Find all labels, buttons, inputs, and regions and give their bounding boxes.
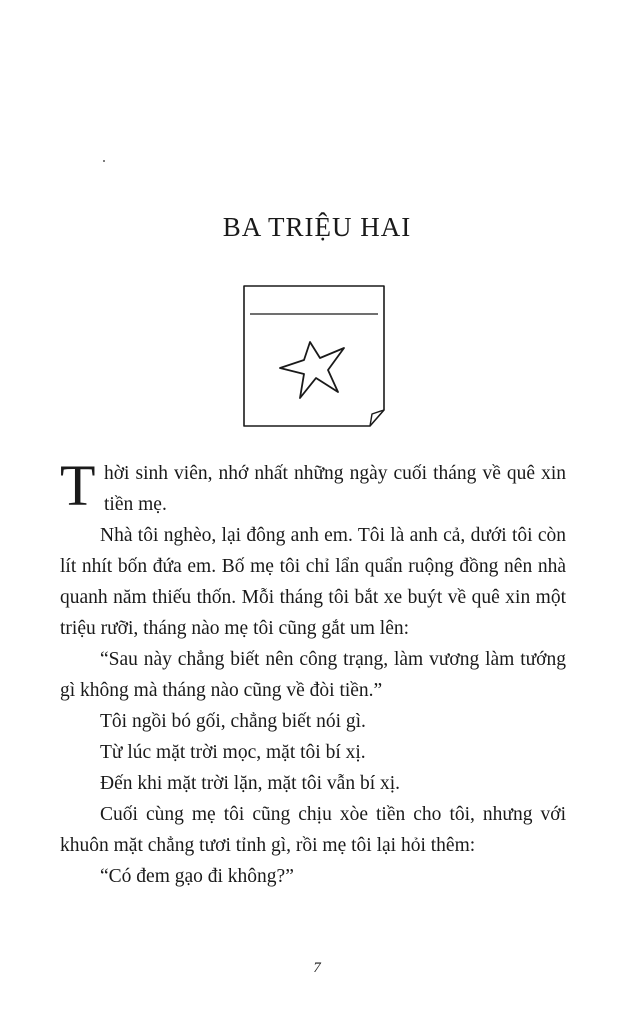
paragraph-3: “Sau này chẳng biết nên công trạng, làm vương làm tướng gì không mà tháng nào cũng về đòi tiền.” bbox=[60, 649, 566, 701]
drop-cap: T bbox=[60, 453, 96, 518]
paragraph-4: Tôi ngồi bó gối, chẳng biết nói gì. bbox=[100, 711, 366, 732]
paragraph-5: Từ lúc mặt trời mọc, mặt tôi bí xị. bbox=[100, 742, 366, 763]
paragraph-8: “Có đem gạo đi không?” bbox=[100, 866, 294, 887]
paragraph-6: Đến khi mặt trời lặn, mặt tôi vẫn bí xị. bbox=[100, 773, 401, 794]
page-number: 7 bbox=[313, 960, 321, 976]
chapter-title: BA TRIỆU HAI bbox=[222, 212, 412, 242]
paragraph-1 bbox=[60, 453, 566, 520]
star-icon bbox=[238, 280, 392, 434]
paragraph-2: Nhà tôi nghèo, lại đông anh em. Tôi là anh cả, dưới tôi còn lít nhít bốn đứa em. Bố mẹ tôi chỉ lẩn quẩn ruộng đồng nên nhà quanh năm thiếu thốn. Mỗi tháng tôi bắt xe buýt về quê xin một triệu rưỡi, tháng nào mẹ tôi cũng gắt um lên: bbox=[60, 525, 566, 639]
paragraph-7: Cuối cùng mẹ tôi cũng chịu xòe tiền cho tôi, nhưng với khuôn mặt chẳng tươi tỉnh gì, rồi mẹ tôi lại hỏi thêm: bbox=[60, 804, 566, 856]
paragraph-1-text: hời sinh viên, nhớ nhất những ngày cuối tháng về quê xin tiền mẹ. bbox=[104, 463, 566, 515]
paper-speck bbox=[103, 160, 105, 162]
chapter-body bbox=[60, 453, 566, 892]
